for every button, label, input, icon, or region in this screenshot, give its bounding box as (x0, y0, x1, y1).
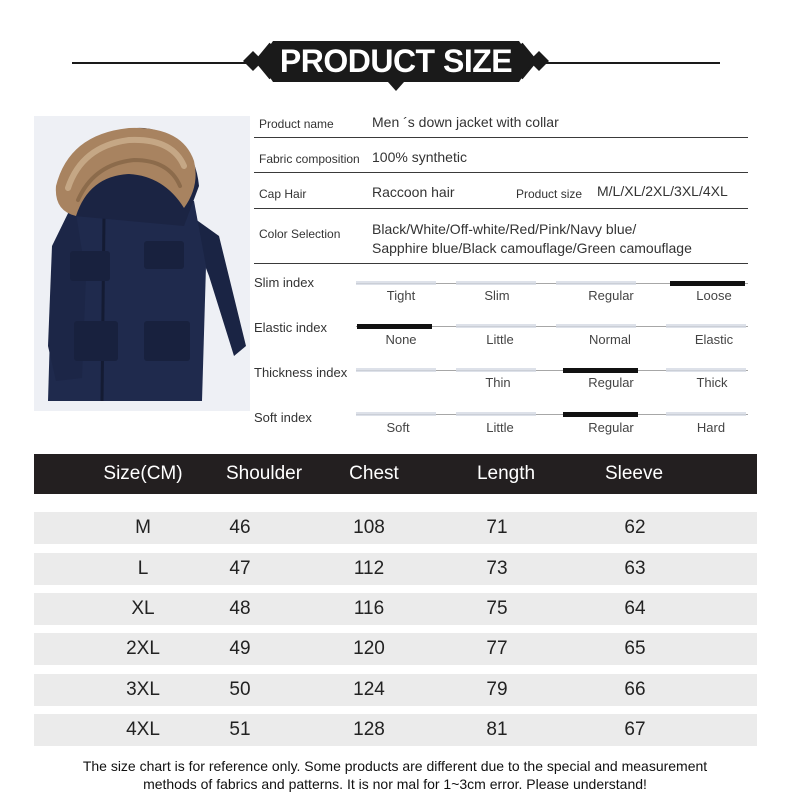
soft-index-track (356, 414, 748, 415)
cap-hair-label: Cap Hair (259, 187, 307, 201)
info-row-product-name (254, 110, 748, 138)
elastic-option: Normal (589, 332, 631, 347)
disclaimer-line-2: methods of fabrics and patterns. It is nor mal for 1~3cm error. Please understand! (143, 776, 647, 792)
table-cell: 65 (624, 638, 646, 659)
table-row (34, 593, 757, 625)
color-line-1: Black/White/Off-white/Red/Pink/Navy blue/ (372, 221, 637, 237)
table-row (34, 674, 757, 706)
soft-index-indicator (563, 412, 638, 417)
slim-index-track (356, 283, 748, 284)
info-row-color (254, 216, 748, 264)
table-cell: 79 (486, 679, 508, 700)
table-cell: 46 (229, 517, 251, 538)
slim-option: Regular (588, 288, 634, 303)
table-cell: 2XL (126, 638, 160, 659)
thickness-option: Thin (485, 375, 511, 390)
table-cell: 112 (353, 558, 385, 579)
product-size-value: M/L/XL/2XL/3XL/4XL (597, 183, 728, 199)
slim-index-label: Slim index (254, 275, 314, 290)
elastic-option: Elastic (694, 332, 734, 347)
disclaimer-line-1: The size chart is for reference only. Some products are different due to the special and measurement (82, 758, 708, 774)
color-selection-label: Color Selection (259, 227, 341, 241)
size-disclaimer (20, 757, 770, 793)
table-cell: 128 (353, 719, 385, 740)
table-cell: XL (131, 598, 155, 619)
thickness-index-label: Thickness index (254, 365, 348, 380)
table-cell: 116 (353, 598, 385, 619)
table-row (34, 633, 757, 665)
table-cell: 124 (353, 679, 385, 700)
color-line-2: Sapphire blue/Black camouflage/Green camouflage (372, 240, 692, 256)
column-header: Length (476, 463, 536, 484)
table-cell: 120 (353, 638, 385, 659)
table-row (34, 714, 757, 746)
header-right-rule (528, 62, 720, 64)
fabric-value: 100% synthetic (372, 149, 467, 165)
table-cell: 73 (486, 558, 508, 579)
column-header: Shoulder (225, 463, 303, 484)
table-cell: M (135, 517, 151, 538)
color-selection-value (372, 220, 692, 258)
elastic-index-label: Elastic index (254, 320, 327, 335)
table-cell: 71 (486, 517, 508, 538)
product-name-label: Product name (259, 117, 334, 131)
table-cell: 48 (229, 598, 251, 619)
elastic-index-track (356, 326, 748, 327)
soft-option: Hard (696, 420, 726, 435)
elastic-option: Little (486, 332, 514, 347)
page-title: PRODUCT SIZE (279, 43, 513, 79)
table-cell: 66 (624, 679, 646, 700)
elastic-index-indicator (357, 324, 432, 329)
table-cell: 81 (486, 719, 508, 740)
table-cell: 77 (486, 638, 508, 659)
size-table-header (34, 454, 757, 494)
table-cell: 62 (624, 517, 646, 538)
table-cell: 49 (229, 638, 251, 659)
cap-hair-value: Raccoon hair (372, 184, 455, 200)
fabric-label: Fabric composition (259, 152, 360, 166)
table-cell: 75 (486, 598, 508, 619)
thickness-option: Thick (696, 375, 728, 390)
table-cell: L (137, 558, 149, 579)
slim-option: Loose (696, 288, 732, 303)
thickness-index-track (356, 370, 748, 371)
column-header: Chest (349, 463, 399, 484)
table-cell: 4XL (126, 719, 160, 740)
table-cell: 63 (624, 558, 646, 579)
jacket-illustration (34, 116, 250, 411)
slim-index-indicator (670, 281, 745, 286)
header-left-rule (72, 62, 262, 64)
soft-index-label: Soft index (254, 410, 312, 425)
table-row (34, 512, 757, 544)
table-cell: 108 (353, 517, 385, 538)
table-cell: 64 (624, 598, 646, 619)
table-cell: 3XL (126, 679, 160, 700)
product-name-value: Men ´s down jacket with collar (372, 114, 559, 130)
table-cell: 51 (229, 719, 251, 740)
info-row-fabric (254, 145, 748, 173)
info-row-cap-hair (254, 180, 748, 209)
slim-option: Slim (484, 288, 510, 303)
table-cell: 50 (229, 679, 251, 700)
table-cell: 67 (624, 719, 646, 740)
column-header: Sleeve (604, 463, 664, 484)
soft-option: Soft (386, 420, 410, 435)
table-row (34, 553, 757, 585)
thickness-index-indicator (563, 368, 638, 373)
slim-option: Tight (386, 288, 416, 303)
soft-option: Regular (588, 420, 634, 435)
product-size-label: Product size (516, 187, 583, 201)
product-image (34, 116, 250, 411)
column-header: Size(CM) (103, 463, 183, 484)
elastic-option: None (385, 332, 417, 347)
soft-option: Little (486, 420, 514, 435)
table-cell: 47 (229, 558, 251, 579)
thickness-option: Regular (588, 375, 634, 390)
